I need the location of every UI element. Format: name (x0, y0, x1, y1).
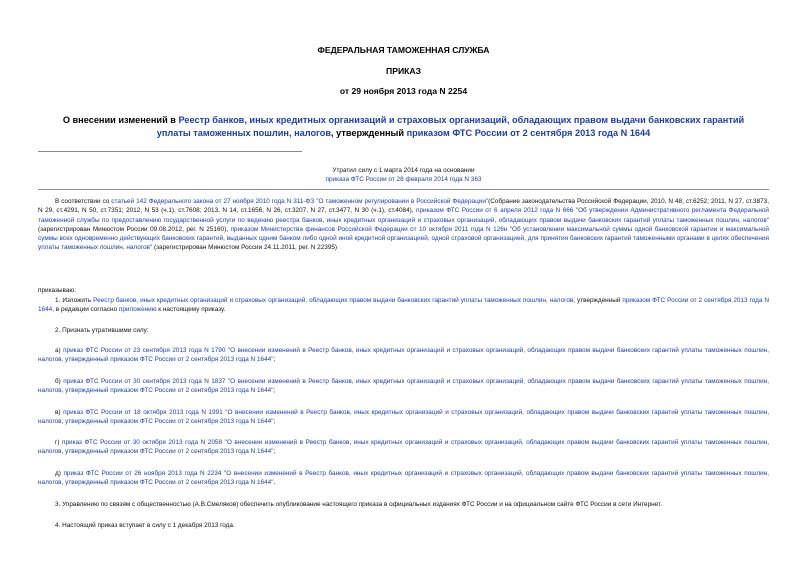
document-title (60, 114, 747, 139)
item1-text-1: 1. Изложить (55, 297, 94, 304)
order-1837-link[interactable]: приказ ФТС России от 30 сентября 2013 года N 1837 "О внесении изменений в Реестр банков, иных кредитных организаций и страховых организаций, обладающих правом выдачи банковских гарантий уплаты таможенных пошлин, налогов, утвержденный приказом ФТС России от 2 сентября 2013 года N 1644" (38, 378, 769, 395)
order-1790-link[interactable]: приказ ФТС России от 23 сентября 2013 года N 1790 "О внесении изменений в Реестр банков, иных кредитных организаций и страховых организаций, обладающих правом выдачи банковских гарантий уплаты таможенных пошлин, налогов, утвержденный приказом ФТС России от 2 сентября 2013 года N 1644" (38, 347, 769, 364)
registry-link[interactable]: Реестр банков, иных кредитных организаций и страховых организаций, обладающих правом выдачи банковских гарантий уплаты таможенных пошлин, налогов (156, 115, 745, 138)
title-text-mid: , утвержденный (331, 127, 407, 138)
sub-item-a (38, 346, 769, 365)
sub-item-g-suffix: ; (273, 448, 276, 456)
item-2: 2. Признать утратившими силу: (55, 327, 149, 334)
item-4: 4. Настоящий приказ вступает в силу с 1 декабря 2013 года. (55, 522, 235, 529)
sub-item-a-prefix: а) (55, 347, 64, 354)
sub-item-v (38, 408, 769, 427)
order-1991-link[interactable]: приказ ФТС России от 18 октября 2013 года N 1991 "О внесении изменений в Реестр банков, иных кредитных организаций и страховых организаций, обладающих правом выдачи банковских гарантий уплаты таможенных пошлин, налогов, утвержденный приказом ФТС России от 2 сентября 2013 года N 1644" (38, 409, 769, 426)
preamble-text-3: (зарегистрирован Минюстом России 09.08.2012, рег. N 25160), (38, 225, 231, 233)
order-word: приказываю: (38, 287, 76, 294)
preamble-text-4: (зарегистрирован Минюстом России 24.11.2011, рег. N 22395) (152, 244, 338, 252)
sub-item-v-prefix: в) (55, 409, 64, 416)
note-divider (38, 189, 769, 190)
sub-item-v-suffix: ; (273, 418, 276, 426)
preamble-text-1: В соответствии со (55, 198, 112, 205)
preamble-paragraph (38, 197, 769, 253)
title-text-pre: О внесении изменений в (62, 115, 179, 125)
sub-item-d (38, 469, 769, 488)
status-note-text: Утратил силу с 1 марта 2014 года на основании (332, 167, 475, 174)
order-666-link[interactable]: приказом ФТС России от 6 апреля 2012 года N 666 "Об утверждении Административного регламента Федеральной таможенной службы по предоставлению государственной услуги по ведению реестра банков, иных кредитных организаций и страховых организаций, обладающих правом выдачи банковских гарантий уплаты таможенных пошлин, налогов" (38, 207, 770, 224)
status-note (230, 166, 577, 184)
sub-item-b-prefix: б) (55, 378, 64, 385)
appendix-link[interactable]: приложению (118, 306, 157, 314)
sub-item-b-suffix: ; (273, 387, 276, 395)
item1-text-4: к настоящему приказу. (156, 306, 226, 314)
item1-registry-link[interactable]: Реестр банков, иных кредитных организаций и страховых организаций, обладающих правом выдачи банковских гарантий уплаты таможенных пошлин, налогов (93, 297, 574, 304)
doc-date-number: от 29 ноября 2013 года N 2254 (339, 86, 468, 96)
sub-item-d-suffix: . (273, 479, 276, 487)
sub-item-d-prefix: д) (55, 470, 64, 477)
agency-name: ФЕДЕРАЛЬНАЯ ТАМОЖЕННАЯ СЛУЖБА (317, 45, 490, 55)
order-2058-link[interactable]: приказ ФТС России от 30 октября 2013 года N 2058 "О внесении изменений в Реестр банков, иных кредитных организаций и страховых организаций, обладающих правом выдачи банковских гарантий уплаты таможенных пошлин, налогов, утвержденный приказом ФТС России от 2 сентября 2013 года N 1644" (38, 439, 769, 456)
item-1 (38, 296, 769, 315)
order-2234-link[interactable]: приказ ФТС России от 26 ноября 2013 года N 2234 "О внесении изменений в Реестр банков, иных кредитных организаций и страховых организаций, обладающих правом выдачи банковских гарантий уплаты таможенных пошлин, налогов, утвержденный приказом ФТС России от 2 сентября 2013 года N 1644" (38, 470, 770, 487)
sub-item-g-prefix: г) (55, 439, 63, 446)
item1-text-2: , утвержденный (573, 297, 623, 304)
sub-item-g (38, 438, 769, 457)
top-divider (38, 151, 302, 152)
sub-item-a-suffix: ; (273, 356, 276, 364)
law-311-link[interactable]: статьей 142 Федерального закона от 27 ноября 2010 года N 311-ФЗ "О таможенном регулировании в Российской Федерации" (111, 198, 489, 205)
doc-type: ПРИКАЗ (386, 66, 421, 76)
order-1644-link[interactable]: приказом ФТС России от 2 сентября 2013 года N 1644 (406, 127, 651, 138)
preamble-text-2: (Собрание законодательства Российской Федерации, 2010, N 48, ст.6252; 2011, N 27, ст.3873, N 29, ст.4291, N 50, ст.7351; 2012, N 53 (ч.1), ст.7608; 2013, N 14, ст.1656, N 26, ст.3207, N 27, ст.3477, N 30 (ч.1), ст.4084), (38, 198, 770, 215)
item1-text-3: , в редакции согласно (52, 306, 119, 314)
sub-item-b (38, 377, 769, 396)
item1-order-1644-link[interactable]: приказом ФТС России от 2 сентября 2013 года N 1644 (38, 297, 770, 314)
order-363-link[interactable]: приказа ФТС России от 28 февраля 2014 года N 363 (325, 176, 482, 183)
item-3: 3. Управлению по связям с общественностью (А.В.Смеляков) обеспечить опубликование настоящего приказа в официальных изданиях ФТС России и на официальном сайте ФТС России в сети Интернет. (55, 501, 663, 508)
minfin-126n-link[interactable]: приказом Министерства финансов Российской Федерации от 10 октября 2011 года N 126н "Об установлении максимальной суммы одной банковской гарантии и максимальной суммы всех одновременно действующих банковских гарантий, выданных одним банком либо одной иной кредитной организацией, одной страховой организацией, для принятия банковских гарантий таможенными органами в целях обеспечения уплаты таможенных пошлин, налогов" (38, 225, 769, 252)
